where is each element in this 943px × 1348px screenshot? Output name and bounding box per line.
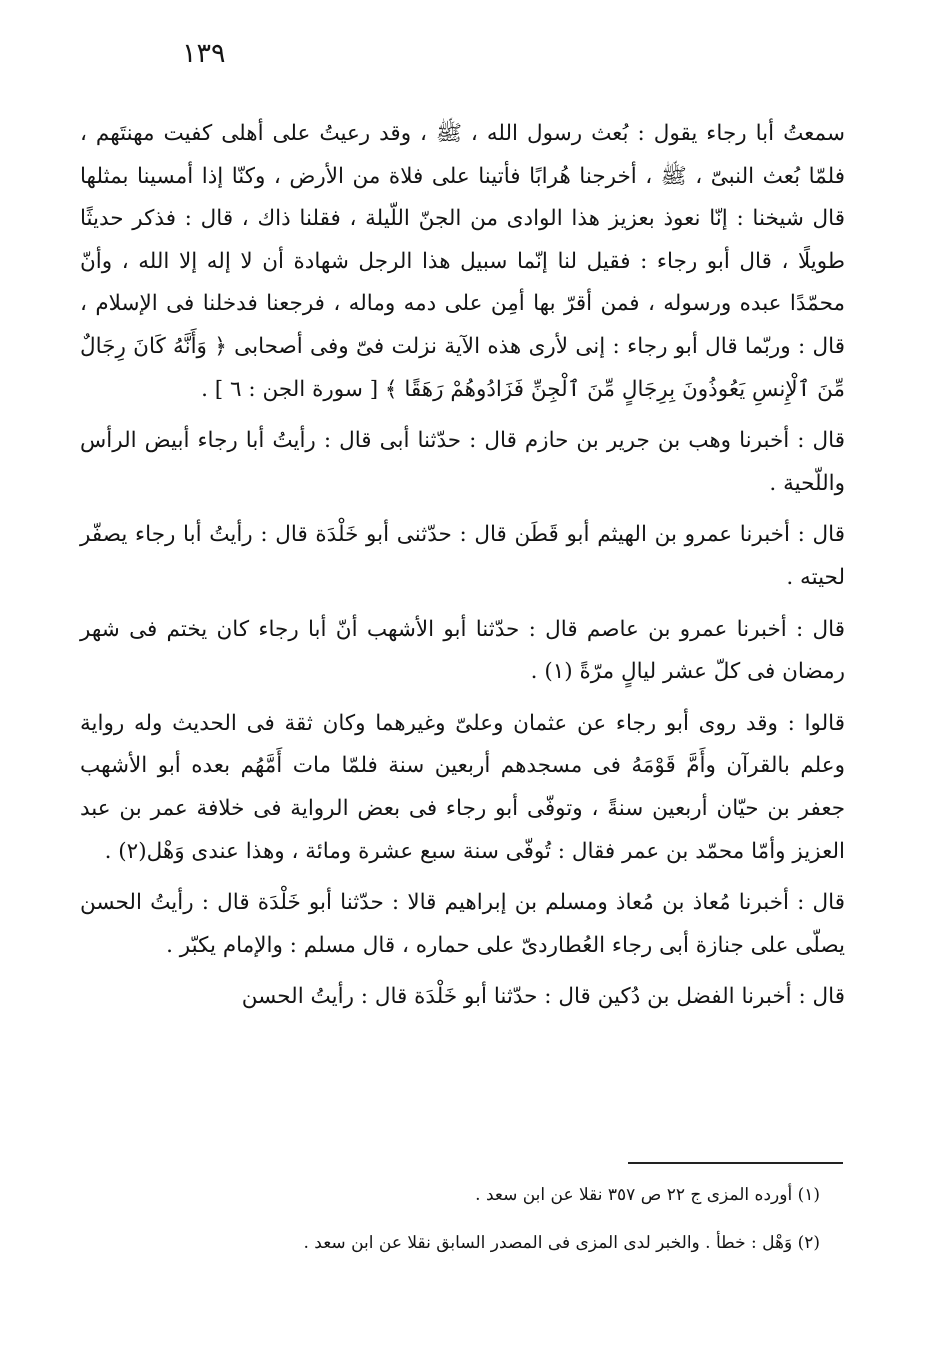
- paragraph-1: سمعتُ أبا رجاء يقول : بُعث رسول الله ، ﷺ ، وقد رعيتُ على أهلى كفيت مهنتَهم ، فلمّا بُعث النبىّ ، ﷺ ، أخرجنا هُرابًا فأتينا على فلاة من الأرض ، وكنّا إذا أمسينا بمثلها قال شيخنا : إنّا نعوذ بعزيز هذا الوادى من الجنّ اللّيلة ، فقلنا ذاك ، قال : فذكر حديثًا طويلًا ، قال أبو رجاء : فقيل لنا إنّما سبيل هذا الرجل شهادة أن لا إله إلا الله ، وأنّ محمّدًا عبده ورسوله ، فمن أقرّ بها أمِن على دمه وماله ، فرجعنا فدخلنا فى الإسلام ، قال : وربّما قال أبو رجاء : إنى لأرى هذه الآية نزلت فىّ وفى أصحابى ﴿ وَأَنَّهُ كَانَ رِجَالٌ مِّنَ ٱلْإِنسِ يَعُوذُونَ بِرِجَالٍ مِّنَ ٱلْجِنِّ فَزَادُوهُمْ رَهَقًا ﴾ [ سورة الجن : ٦ ] .: [80, 121, 845, 402]
- footnotes: [120, 1175, 820, 1271]
- footnote-divider: [628, 1162, 843, 1164]
- paragraph-3: قال : أخبرنا عمرو بن الهيثم أبو قَطَن قال : حدّثنى أبو خَلْدَة قال : رأيتُ أبا رجاء يصفّر لحيته .: [80, 522, 845, 590]
- paragraph-7: قال : أخبرنا الفضل بن دُكين قال : حدّثنا أبو خَلْدَة قال : رأيتُ الحسن: [241, 984, 845, 1010]
- page-number: ١٣٩: [182, 38, 226, 69]
- paragraph-5: قالوا : وقد روى أبو رجاء عن عثمان وعلىّ وغيرهما وكان ثقة فى الحديث وله رواية وعلم بالقرآن وأَمَّ قَوْمَهُ فى مسجدهم أربعين سنة فلمّا مات أَمَّهُم بعده أبو الأشهب جعفر بن حيّان أربعين سنةً ، وتوفّى أبو رجاء فى بعض الرواية فى خلافة عمر بن عبد العزيز وأمّا محمّد بن عمر فقال : تُوفّى سنة سبع عشرة ومائة ، وهذا عندى وَهْل(٢) .: [80, 710, 845, 864]
- body-text: [80, 113, 845, 1028]
- footnote-2: (٢) وَهْل : خطأ . والخبر لدى المزى فى المصدر السابق نقلا عن ابن سعد .: [303, 1233, 820, 1253]
- paragraph-6: قال : أخبرنا مُعاذ بن مُعاذ ومسلم بن إبراهيم قالا : حدّثنا أبو خَلْدَة قال : رأيتُ الحسن يصلّى على جنازة أبى رجاء العُطاردىّ على حماره ، قال مسلم : والإمام يكبّر .: [80, 890, 845, 958]
- paragraph-2: قال : أخبرنا وهب بن جرير بن حازم قال : حدّثنا أبى قال : رأيتُ أبا رجاء أبيض الرأس واللّحية .: [80, 428, 845, 496]
- paragraph-4: قال : أخبرنا عمرو بن عاصم قال : حدّثنا أبو الأشهب أنّ أبا رجاء كان يختم فى شهر رمضان فى كلّ عشر ليالٍ مرّةً (١) .: [80, 616, 845, 685]
- footnote-1: (١) أورده المزى ج ٢٢ ص ٣٥٧ نقلا عن ابن سعد .: [475, 1185, 820, 1205]
